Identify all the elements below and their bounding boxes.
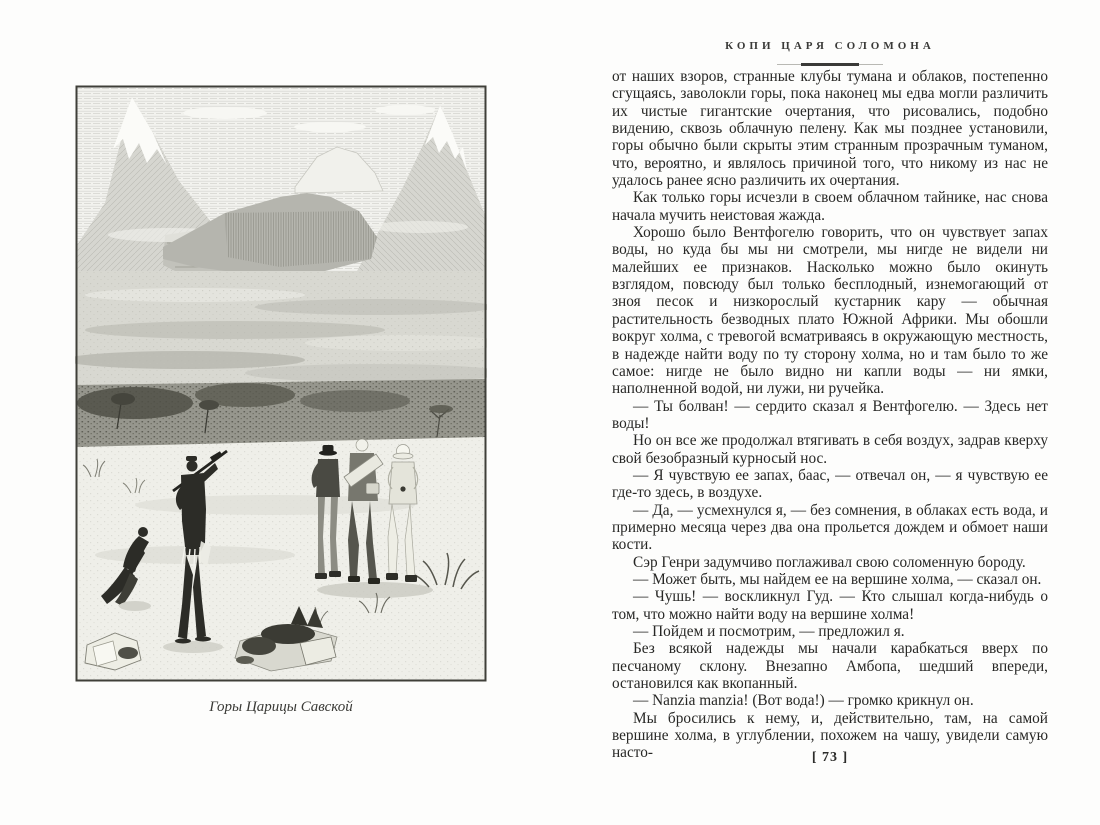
clasped-hands — [400, 486, 405, 491]
paragraph: — Чушь! — воскликнул Гуд. — Кто слышал когда-нибудь о том, что можно найти воду на вершине холма! — [612, 588, 1048, 623]
illustration-engraving — [75, 85, 487, 682]
mountains-engraving-image — [75, 85, 487, 682]
paragraph: — Может быть, мы найдем ее на вершине холма, — сказал он. — [633, 570, 1042, 588]
paragraph: Хорошо было Вентфогелю говорить, что он чувствует запах воды, но куда бы мы ни смотрели, мы нигде не видели ни малейших ее признаков. Насколько можно было окинуть взглядом, повсюду был только бесплодный, изнемогающий от зноя песок и низкорослый кустарник кару — обычная растительность безводных плато Южной Африки. Мы обошли вокруг холма, с тревогой всматриваясь в окружающую местность, в надежде найти воду по ту сторону холма, но и там было то же самое: нигде не было видно ни капли воды — ни ямки, наполненной водой, ни лужи, ни ручейка. — [612, 224, 1048, 398]
paragraph: — Ты болван! — сердито сказал я Вентфогелю. — Здесь нет воды! — [612, 397, 1048, 432]
running-head: КОПИ ЦАРЯ СОЛОМОНА — [725, 40, 935, 52]
paragraph: от наших взоров, странные клубы тумана и облаков, постепенно сгущаясь, заволокли горы, пока наконец мы едва могли различить их чистые гигантские очертания, что рисовались, подобно видению, сквозь облачную пелену. Как мы позднее установили, горы обычно были скрыты этим странным прозрачным туманом, что, вероятно, и являлось причиной того, что никому из нас не удалось ранее ясно различить их очертания. — [612, 68, 1048, 190]
paragraph: Сэр Генри задумчиво поглаживал свою соломенную бороду. — [633, 553, 1026, 571]
page-number: [ 73 ] — [811, 750, 849, 765]
paragraph: — Пойдем и посмотрим, — предложил я. — [633, 623, 905, 640]
page-text — [612, 68, 1048, 762]
paragraph: Без всякой надежды мы начали карабкаться вверх по песчаному склону. Внезапно Амбопа, шедший впереди, остановился как вкопанный. — [612, 640, 1048, 693]
paragraph: Но он все же продолжал втягивать в себя воздух, задрав кверху свой безобразный курносый нос. — [612, 432, 1048, 467]
plains — [75, 271, 487, 387]
paragraph: — Да, — усмехнулся я, — без сомнения, в облаках есть вода, и примерно месяца через два она прольется дождем и обмоет наши кости. — [612, 501, 1048, 554]
illustration-caption: Горы Царицы Савской — [209, 699, 353, 715]
paragraph: — Nanzia manzia! (Вот вода!) — громко крикнул он. — [633, 692, 974, 710]
running-head-rule — [777, 63, 883, 66]
rule-thick-line — [801, 63, 859, 66]
paragraph: Мы бросились к нему, и, действительно, там, на самой вершине холма, в углублении, похожем на чашу, увидели самую насто- — [612, 709, 1048, 762]
satchel — [366, 483, 379, 494]
paragraph: — Я чувствую ее запах, баас, — отвечал он, — я чувствую ее где-то здесь, в воздухе. — [612, 466, 1048, 502]
right-page — [550, 0, 1100, 825]
paragraph: Как только горы исчезли в своем облачном тайнике, нас снова начала мучить неистовая жажда. — [612, 189, 1048, 224]
